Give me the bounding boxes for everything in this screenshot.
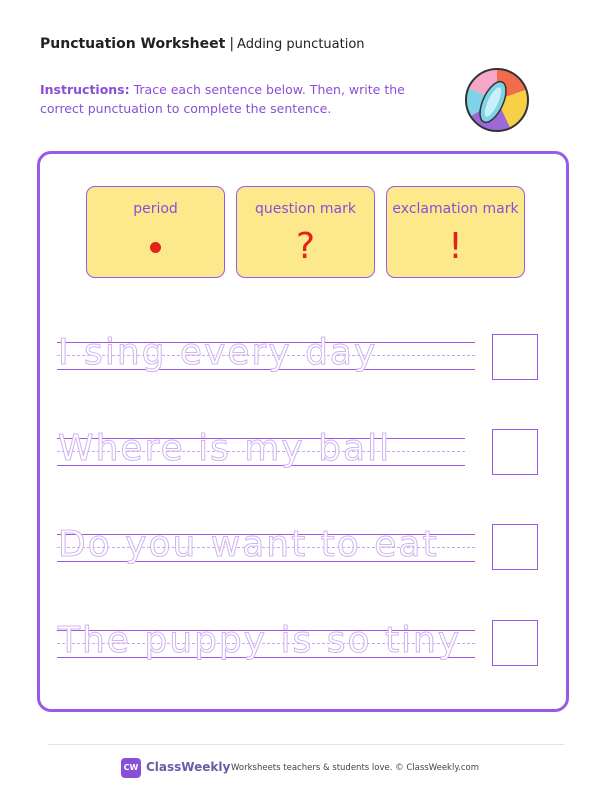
card-label: period bbox=[133, 201, 178, 217]
trace-sentence: Do you want to eat bbox=[58, 524, 439, 565]
trace-sentence: Where is my ball bbox=[58, 428, 392, 469]
answer-box[interactable] bbox=[492, 524, 538, 570]
instructions-text: Trace each sentence below. Then, write the correct punctuation to complete the sentence. bbox=[40, 82, 405, 116]
card-exclamation-mark bbox=[386, 186, 525, 278]
answer-box[interactable] bbox=[492, 429, 538, 475]
trace-line[interactable] bbox=[57, 620, 475, 666]
answer-box[interactable] bbox=[492, 620, 538, 666]
period-symbol bbox=[150, 242, 161, 253]
worksheet-header bbox=[40, 36, 365, 52]
classweekly-logo: CW bbox=[121, 758, 141, 778]
trace-sentence: I sing every day bbox=[58, 332, 378, 373]
card-period bbox=[86, 186, 225, 278]
worksheet-title: Punctuation Worksheet bbox=[40, 36, 226, 52]
exclamation-mark-symbol: ! bbox=[448, 226, 463, 267]
trace-sentence: The puppy is so tiny bbox=[58, 620, 462, 661]
footer-divider bbox=[48, 744, 564, 745]
trace-line[interactable] bbox=[57, 428, 465, 474]
instructions bbox=[40, 80, 430, 118]
card-question-mark bbox=[236, 186, 375, 278]
header-separator: | bbox=[229, 36, 235, 52]
question-mark-symbol: ? bbox=[295, 226, 316, 267]
footer bbox=[0, 758, 612, 780]
brand-name: ClassWeekly bbox=[146, 760, 231, 774]
answer-box[interactable] bbox=[492, 334, 538, 380]
card-label: question mark bbox=[254, 201, 356, 217]
trace-line[interactable] bbox=[57, 332, 475, 378]
worksheet-subtitle: Adding punctuation bbox=[237, 37, 365, 52]
footer-tagline: Worksheets teachers & students love. © ClassWeekly.com bbox=[231, 763, 480, 773]
instructions-label: Instructions: bbox=[40, 82, 130, 97]
beach-ball-icon bbox=[463, 66, 531, 134]
trace-line[interactable] bbox=[57, 524, 475, 570]
card-label: exclamation mark bbox=[392, 201, 519, 217]
